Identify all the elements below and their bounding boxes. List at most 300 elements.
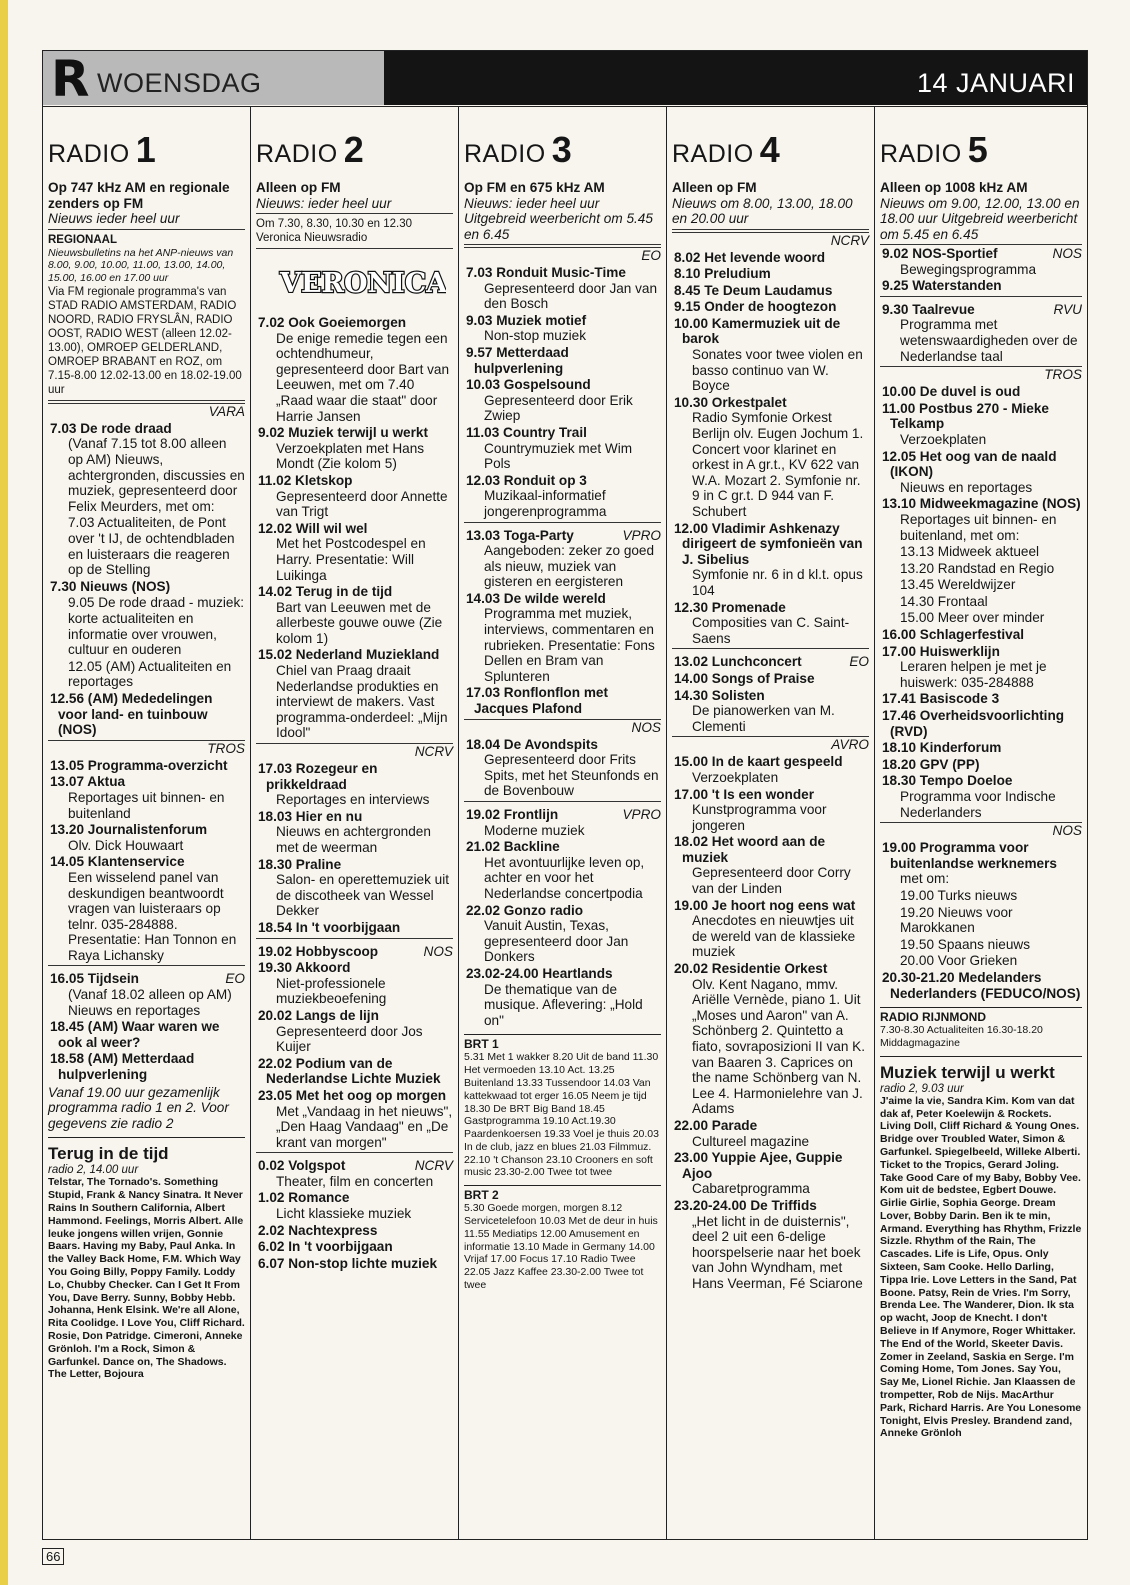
- channel-word: RADIO: [464, 140, 546, 168]
- program-title: 10.03 Gospelsound: [466, 377, 591, 393]
- intro-bold: Op FM en 675 kHz AM: [464, 180, 605, 195]
- brt1-header: BRT 1: [464, 1034, 661, 1051]
- plain-note: Om 7.30, 8.30, 10.30 en 12.30 Veronica Nieuwsradio: [256, 214, 453, 249]
- program-entry: [672, 834, 869, 896]
- program-entry: [464, 528, 661, 590]
- program-description: Composities van C. Saint-Saens: [692, 615, 850, 646]
- program-title: 21.02 Backline: [466, 839, 560, 855]
- program-entry: [880, 627, 1082, 643]
- program-description: Kunstprogramma voor jongeren: [692, 802, 827, 833]
- program-description: 19.20 Nieuws voor Marokkanen: [900, 904, 1013, 936]
- program-entry: [880, 740, 1082, 756]
- program-entry: [256, 960, 453, 1007]
- program-title: 19.00 Je hoort nog eens wat: [674, 897, 856, 913]
- brt1-schedule: 5.31 Met 1 wakker 8.20 Uit de band 11.30 Het vermoeden 13.10 Act. 13.25 Buitenland 13.33 Tussendoor 14.03 Van kattekwaad tot erger 16.05 Neem je tijd 18.30 De BRT Big Band 18.45 Gastprogramma 19.10 Act.19.30 Paardenkoersen 19.33 Voel je thuis 20.03 In de club, jazz en blues 21.03 Filmmuz. 22.10 't Chanson 23.10 Crooners en soft music 23.30-2.00 Twee tot twee: [464, 1051, 659, 1179]
- program-broadcaster: VPRO: [622, 527, 661, 543]
- program-title: 23.20-24.00 De Triffids: [674, 1197, 817, 1213]
- program-entry: [880, 773, 1082, 820]
- channel-word: RADIO: [256, 140, 338, 168]
- channel-header: [672, 129, 869, 169]
- program-title: 16.00 Schlagerfestival: [882, 627, 1025, 643]
- program-description: Theater, film en concerten: [276, 1173, 434, 1189]
- program-description: 13.20 Randstad en Regio: [900, 560, 1055, 576]
- program-title: 12.56 (AM) Mededelingen voor land- en tuinbouw (NOS): [50, 690, 213, 738]
- program-description: Verzoekplaten: [900, 431, 987, 447]
- program-title: 15.00 In de kaart gespeeld: [674, 754, 843, 770]
- broadcaster-label: NCRV: [256, 743, 453, 760]
- program-description: Olv. Dick Houwaart: [68, 837, 184, 853]
- program-entry: [256, 1256, 453, 1272]
- broadcaster-label: NCRV: [672, 232, 869, 249]
- program-title: 13.07 Aktua: [50, 774, 126, 790]
- program-description: Nieuws en reportages: [900, 479, 1033, 495]
- program-broadcaster: NOS: [1052, 246, 1082, 261]
- playlist-text: Telstar, The Tornado's. Something Stupid, Frank & Nancy Sinatra. It Never Rains In Southern California, Albert Hammond. Feelings, Morris Albert. Alle leuke jongens willen vrijen, Gonnie Baars. Having my Baby, Paul Anka. In the Valley Back Home, F.M. Which Way You Going Billy, Poppy Family. Loddy Lo, Chubby Checker. Can I Get It From You, Dave Berry. Sunny, Bobby Hebb. Johanna, Henk Elsink. We're all Alone, Rita Coolidge. I Love You, Cliff Richard. Rosie, Don Patridge. Cimeroni, Anneke Grönloh. I'm a Rock, Simon & Garfunkel. Dance on, The Shadows. The Letter, Bojoura: [48, 1176, 245, 1381]
- program-entry: [256, 584, 453, 646]
- program-title: 23.05 Met het oog op morgen: [258, 1087, 447, 1103]
- program-title: 8.02 Het levende woord: [674, 249, 826, 265]
- program-description: Chiel van Praag draait Nederlandse produkties en interviewt de makers. Vast programma-onderdeel: „Mijn Idool": [276, 663, 448, 741]
- program-entry: [464, 265, 661, 312]
- program-entry: [672, 787, 869, 834]
- program-title: 17.03 Rozegeur en prikkeldraad: [258, 761, 378, 792]
- program-entry: [256, 1190, 453, 1221]
- program-entry: [672, 250, 869, 266]
- program-title: 19.00 Programma voor buitenlandse werknemers: [882, 840, 1057, 871]
- program-description: 19.00 Turks nieuws: [900, 887, 1018, 903]
- program-title: 18.54 In 't voorbijgaan: [258, 919, 401, 935]
- program-description: De thematique van de musique. Aflevering: „Hold on": [484, 981, 643, 1028]
- program-title: 17.00 Huiswerklijn: [882, 643, 1000, 659]
- program-title: 18.45 (AM) Waar waren we ook al weer?: [50, 1019, 220, 1050]
- program-entry: [464, 377, 661, 424]
- program-entry: [464, 345, 661, 376]
- program-entry: [880, 278, 1082, 294]
- program-entry: [880, 905, 1082, 936]
- program-description: 19.50 Spaans nieuws: [900, 936, 1030, 952]
- program-entry: [256, 809, 453, 856]
- brt2-schedule: 5.30 Goede morgen, morgen 8.12 Servicetelefoon 10.03 Met de deur in huis 11.55 Mediatips 12.00 Amusement en informatie 13.10 Made in Germany 14.00 Vrijaf 17.00 Focus 17.10 Radio Twee 22.05 Jazz Kaffee 23.30-2.00 Twee tot twee: [464, 1202, 658, 1292]
- program-broadcaster: NOS: [423, 943, 453, 959]
- broadcaster-label: TROS: [48, 740, 245, 757]
- program-title: 13.02 Lunchconcert: [674, 654, 802, 670]
- veronica-logo: [276, 261, 446, 301]
- program-entry: [464, 839, 661, 901]
- program-entry: [672, 395, 869, 520]
- program-title: 16.05 Tijdsein: [50, 971, 139, 987]
- program-broadcaster: EO: [225, 971, 245, 987]
- program-description: 13.45 Wereldwijzer: [900, 577, 1016, 593]
- program-broadcaster: EO: [849, 654, 869, 670]
- program-entry: [256, 920, 453, 936]
- program-entry: [880, 644, 1082, 691]
- program-entry: [464, 313, 661, 344]
- program-entry: [48, 758, 245, 774]
- program-description: Anecdotes en nieuwtjes uit de wereld van de klassieke muziek: [692, 913, 856, 960]
- block-divider: [256, 1152, 453, 1157]
- intro-bold: Alleen op FM: [672, 180, 757, 195]
- channel-intro: [256, 180, 453, 214]
- program-title: 9.25 Waterstanden: [882, 278, 1002, 294]
- program-entry: [880, 840, 1082, 887]
- schedule-note: Vanaf 19.00 uur gezamenlijk programma radio 1 en 2. Voor gegevens zie radio 2: [48, 1084, 229, 1131]
- channel-header: [48, 129, 245, 169]
- program-title: 18.30 Praline: [258, 856, 342, 872]
- regional-title: REGIONAAL: [48, 233, 117, 246]
- program-description: Gepresenteerd door Jos Kuijer: [276, 1023, 423, 1055]
- broadcaster-label: AVRO: [672, 736, 869, 753]
- broadcaster-label: TROS: [880, 366, 1082, 383]
- program-broadcaster: VPRO: [622, 807, 661, 822]
- program-entry: [256, 425, 453, 472]
- program-description: De pianowerken van M. Clementi: [692, 703, 835, 734]
- program-entry: [880, 937, 1082, 953]
- program-title: 23.00 Yuppie Ajee, Guppie Ajoo: [674, 1150, 843, 1181]
- program-title: 8.10 Preludium: [674, 266, 771, 282]
- program-description: (Vanaf 18.02 alleen op AM) Nieuws en reportages: [68, 987, 232, 1018]
- program-entry: [48, 1019, 245, 1050]
- program-title: 8.45 Te Deum Laudamus: [674, 282, 833, 298]
- program-title: 18.02 Het woord aan de muziek: [674, 834, 826, 865]
- program-entry: [672, 961, 869, 1117]
- program-title: 1.02 Romance: [258, 1190, 350, 1206]
- program-entry: [880, 953, 1082, 969]
- program-entry: [672, 1198, 869, 1292]
- program-description: Moderne muziek: [484, 822, 585, 838]
- program-description: Radio Symfonie Orkest Berlijn olv. Eugen Jochum 1. Concert voor klarinet en orkest in A gr.t., KV 622 van W.A. Mozart 2. Symfonie nr. 9 in C gr.t. D 944 van F. Schubert: [692, 410, 864, 519]
- program-description: Sonates voor twee violen en basso continuo van W. Boyce: [692, 347, 863, 394]
- column-radio-5: [874, 107, 1087, 1539]
- channel-number: 2: [343, 129, 364, 170]
- channel-number: 1: [135, 129, 156, 170]
- section-letter: R: [51, 50, 90, 108]
- page-edge: [0, 0, 8, 1585]
- broadcaster-label: NOS: [464, 719, 661, 736]
- program-entry: [48, 659, 245, 690]
- block-divider: [464, 522, 661, 527]
- program-entry: [464, 737, 661, 799]
- program-description: Programma met muziek, interviews, commentaren en rubrieken. Presentatie: Fons Dellen en Bram van Splunteren: [484, 606, 655, 684]
- program-title: 15.02 Nederland Muziekland: [258, 647, 440, 663]
- intro-bold: Op 747 kHz AM en regionale zenders op FM: [48, 180, 230, 211]
- program-description: Verzoekplaten met Hans Mondt (Zie kolom 5): [276, 440, 425, 472]
- program-title: 19.02 Frontlijn: [466, 807, 559, 822]
- program-entry: [256, 944, 453, 960]
- playlist-subtitle: radio 2, 9.03 uur: [880, 1082, 964, 1095]
- playlist-text: J'aime la vie, Sandra Kim. Kom van dat dak af, Peter Koelewijn & Rockets. Living Doll, Cliff Richard & Young Ones. Bridge over Troubled Water, Simon & Garfunkel. Spiegelbeeld, Willeke Alberti. Ticket to the Tropics, Gerard Joling. Take Good Care of my Baby, Bobby Vee. Kom uit de bedstee, Egbert Douwe. Girlie Girlie, Sophia George. Dream Lover, Bobby Darin. Ben ik te min, Armand. Everything has Rhythm, Frizzle Sizzle. Rhythm of the Rain, The Cascades. Life is Life, Opus. Only Sixteen, Sam Cooke. Hello Darling, Tippa Irie. Love Letters in the Sand, Pat Boone. Patsy, Rein de Vries. I'm Sorry, Brenda Lee. The Wanderer, Dion. Ik sta op wacht, Joop de Knecht. I don't Believe in If Anymore, Roger Whittaker. The End of the World, Skeeter Davis. Zomer in Zeeland, Saskia en Serge. I'm Coming Home, Tom Jones. Say You, Say Me, Lionel Richie. Jan Klaassen de trompetter, Rob de Nijs. MacArthur Park, Richard Harris. Are You Lonesome Tonight, Elvis Presley. Brandend zand, Anneke Grönloh: [880, 1094, 1082, 1440]
- program-entry: [880, 691, 1082, 707]
- program-description: 20.00 Voor Grieken: [900, 953, 1018, 969]
- channel-header: [256, 129, 453, 169]
- program-entry: [880, 708, 1082, 739]
- program-title: 9.57 Metterdaad hulpverlening: [466, 344, 569, 376]
- program-description: Gepresenteerd door Jan van den Bosch: [484, 280, 658, 312]
- playlist-title: Terug in de tijd: [48, 1144, 169, 1164]
- program-title: 12.05 Het oog van de naald (IKON): [882, 448, 1057, 480]
- playlist-subtitle: radio 2, 14.00 uur: [48, 1164, 139, 1177]
- program-description: De enige remedie tegen een ochtendhumeur, gepresenteerd door Bart van Leeuwen, met om 7.40 „Raad waar die staat" door Harrie Jansen: [276, 330, 450, 424]
- program-entry: [672, 754, 869, 785]
- regional-text: Nieuwsbulletins na het ANP-nieuws van 8.00, 9.00, 10.00, 11.00, 13.00, 14.00, 15.00, 16.00 en 17.00 uur: [48, 246, 234, 285]
- program-entry: [256, 473, 453, 520]
- program-title: 13.05 Programma-overzicht: [50, 757, 228, 773]
- program-title: 7.03 Ronduit Music-Time: [466, 265, 626, 280]
- program-title: 9.02 Muziek terwijl u werkt: [258, 425, 428, 441]
- channel-number: 4: [759, 129, 780, 170]
- program-description: Met het Postcodespel en Harry. Presentatie: Will Luikinga: [276, 536, 426, 583]
- program-description: Non-stop muziek: [484, 328, 586, 344]
- program-description: Gepresenteerd door Corry van der Linden: [692, 865, 851, 897]
- program-entry: [672, 688, 869, 735]
- program-title: 9.03 Muziek motief: [466, 312, 587, 328]
- program-description: Leraren helpen je met je huiswerk: 035-284888: [900, 659, 1047, 690]
- program-title: 12.03 Ronduit op 3: [466, 472, 587, 488]
- program-entry: [256, 1088, 453, 1150]
- program-entry: [464, 685, 661, 716]
- program-title: 13.10 Midweekmagazine (NOS): [882, 496, 1081, 512]
- program-description: Gepresenteerd door Frits Spits, met het Steunfonds en de Bovenbouw: [484, 752, 659, 799]
- intro-bold: Alleen op FM: [256, 180, 341, 195]
- logo-text: VERONICA: [280, 268, 446, 299]
- program-title: 17.00 't Is een wonder: [674, 786, 814, 802]
- playlist-box: [880, 1056, 1082, 1441]
- channel-word: RADIO: [48, 140, 130, 168]
- program-title: 9.15 Onder de hoogtezon: [674, 299, 837, 315]
- program-entry: [48, 822, 245, 853]
- program-broadcaster: NCRV: [414, 1158, 453, 1174]
- page-header: [43, 51, 1087, 107]
- program-entry: [256, 1056, 453, 1087]
- channel-header: [464, 129, 661, 169]
- program-description: Verzoekplaten: [692, 769, 779, 785]
- program-entry: [256, 521, 453, 583]
- program-entry: [672, 316, 869, 394]
- program-description: Programma met wetenswaardigheden over de Nederlandse taal: [900, 317, 1078, 364]
- block-divider: [672, 648, 869, 653]
- program-entry: [880, 544, 1082, 560]
- broadcaster-label: EO: [464, 247, 661, 264]
- program-entry: [464, 425, 661, 472]
- program-title: 9.30 Taalrevue: [882, 301, 975, 317]
- program-entry: [880, 888, 1082, 904]
- program-entry: [48, 1051, 245, 1082]
- program-description: Licht klassieke muziek: [276, 1206, 412, 1222]
- program-title: 20.30-21.20 Medelanders Nederlanders (FEDUCO/NOS): [882, 969, 1081, 1001]
- program-title: 18.03 Hier en nu: [258, 808, 363, 824]
- program-title: 14.30 Solisten: [674, 687, 765, 703]
- block-divider: [256, 938, 453, 943]
- program-description: Vanuit Austin, Texas, gepresenteerd door Jan Donkers: [484, 918, 629, 965]
- program-title: 14.02 Terug in de tijd: [258, 584, 393, 600]
- program-description: Muzikaal-informatief jongerenprogramma: [484, 488, 607, 519]
- program-title: 19.30 Akkoord: [258, 960, 351, 976]
- program-entry: [48, 579, 245, 595]
- program-entry: [464, 591, 661, 685]
- program-title: 13.03 Toga-Party: [466, 527, 574, 543]
- program-title: 7.03 De rode draad: [50, 420, 172, 436]
- program-broadcaster: RVU: [1053, 301, 1082, 317]
- program-entry: [880, 970, 1082, 1001]
- intro-italic: Nieuws om 8.00, 13.00, 18.00 en 20.00 uur: [672, 195, 853, 226]
- program-title: 22.00 Parade: [674, 1117, 758, 1133]
- program-title: 11.03 Country Trail: [466, 424, 587, 440]
- program-description: 12.05 (AM) Actualiteiten en reportages: [68, 658, 232, 690]
- program-description: 9.05 De rode draad - muziek: korte actualiteiten en informatie over vrouwen, cultuur en ouderen: [68, 595, 245, 658]
- program-entry: [256, 1158, 453, 1189]
- channel-word: RADIO: [880, 140, 962, 168]
- program-entry: [672, 654, 869, 670]
- rijnmond-schedule: 7.30-8.30 Actualiteiten 16.30-18.20 Middagmagazine: [880, 1024, 1043, 1049]
- program-title: 9.02 NOS-Sportief: [882, 246, 998, 261]
- rijnmond-header: RADIO RIJNMOND: [880, 1007, 1082, 1024]
- block-divider: [48, 965, 245, 970]
- program-description: „Het licht in de duisternis", deel 2 uit een 6-delige hoorspelserie naar het boek van John Wyndham, met Hans Veerman, Fé Sciarone: [692, 1213, 863, 1291]
- brt2-header: BRT 2: [464, 1185, 661, 1202]
- regional-info: [48, 230, 245, 401]
- program-entry: [256, 1008, 453, 1055]
- program-description: Gepresenteerd door Annette van Trigt: [276, 488, 448, 520]
- program-description: Reportages uit binnen- en buitenland: [68, 789, 225, 821]
- regional-text-2: Via FM regionale programma's van STAD RADIO AMSTERDAM, RADIO NOORD, RADIO FRYSLÂN, RADIO OOST, RADIO WEST (alleen 12.02-13.00), OMROEP GELDERLAND, OMROEP BRABANT en ROZ, om 7.15-8.00 12.02-13.00 en 18.02-19.00 uur: [48, 285, 242, 396]
- program-entry: [256, 647, 453, 741]
- program-title: 20.02 Langs de lijn: [258, 1007, 379, 1023]
- program-description: met om:: [900, 871, 950, 887]
- channel-header: [880, 129, 1082, 169]
- program-entry: [880, 610, 1082, 626]
- program-description: Bart van Leeuwen met de allerbeste gouwe ouwe (Zie kolom 1): [276, 599, 443, 646]
- block-divider: [464, 801, 661, 806]
- channel-intro: [48, 180, 245, 230]
- program-description: 13.13 Midweek aktueel: [900, 544, 1040, 560]
- playlist-box: [48, 1137, 245, 1381]
- program-description: Cabaretprogramma: [692, 1181, 810, 1197]
- column-radio-1: [43, 107, 250, 1539]
- program-title: 11.00 Postbus 270 - Mieke Telkamp: [882, 400, 1049, 432]
- program-title: 14.00 Songs of Praise: [674, 670, 815, 686]
- program-title: 17.03 Ronflonflon met Jacques Plafond: [466, 685, 608, 717]
- program-entry: [48, 691, 245, 738]
- program-entry: [256, 761, 453, 808]
- program-entry: [672, 299, 869, 315]
- channel-number: 3: [551, 129, 572, 170]
- program-entry: [672, 898, 869, 960]
- column-radio-4: [666, 107, 874, 1539]
- program-entry: [880, 594, 1082, 610]
- intro-bold: Alleen op 1008 kHz AM: [880, 180, 1028, 195]
- channel-intro: [672, 180, 869, 230]
- program-entry: [256, 1223, 453, 1239]
- program-entry: [880, 577, 1082, 593]
- intro-italic: Nieuws: ieder heel uur: [256, 195, 392, 211]
- program-description: Aangeboden: zeker zo goed als nieuw, muziek van gisteren en eergisteren: [484, 543, 655, 590]
- program-entry: [672, 521, 869, 599]
- program-title: 11.02 Kletskop: [258, 472, 353, 488]
- broadcaster-label: VARA: [48, 403, 245, 420]
- channel-word: RADIO: [672, 140, 754, 168]
- program-title: 22.02 Podium van de Nederlandse Lichte Muziek: [258, 1055, 441, 1087]
- program-title: 18.10 Kinderforum: [882, 740, 1002, 756]
- channel-intro: [464, 180, 661, 245]
- program-entry: [256, 1239, 453, 1255]
- program-entry: [880, 757, 1082, 773]
- broadcaster-label: NOS: [880, 822, 1082, 839]
- program-description: Cultureel magazine: [692, 1133, 810, 1149]
- program-title: 6.02 In 't voorbijgaan: [258, 1239, 393, 1255]
- date-label: 14 JANUARI: [916, 68, 1075, 98]
- program-entry: [672, 1118, 869, 1149]
- program-title: 14.03 De wilde wereld: [466, 590, 606, 606]
- program-entry: [48, 595, 245, 657]
- program-entry: [880, 302, 1082, 364]
- program-title: 18.04 De Avondspits: [466, 736, 598, 752]
- program-description: Reportages en interviews: [276, 792, 430, 808]
- program-title: 17.41 Basiscode 3: [882, 691, 1000, 707]
- program-entry: [672, 266, 869, 282]
- intro-italic: Nieuws ieder heel uur: [48, 211, 180, 226]
- program-entry: [880, 561, 1082, 577]
- program-title: 7.30 Nieuws (NOS): [50, 578, 171, 594]
- day-label: WOENSDAG: [97, 68, 262, 98]
- program-title: 17.46 Overheidsvoorlichting (RVD): [882, 708, 1065, 739]
- header-right-band: [384, 51, 1087, 105]
- program-title: 10.30 Orkestpalet: [674, 394, 787, 410]
- program-entry: [880, 384, 1082, 400]
- program-title: 18.20 GPV (PP): [882, 756, 980, 772]
- program-entry: [256, 857, 453, 919]
- program-title: 2.02 Nachtexpress: [258, 1222, 378, 1238]
- program-title: 0.02 Volgspot: [258, 1158, 346, 1174]
- program-description: 15.00 Meer over minder: [900, 610, 1045, 626]
- program-entry: [880, 449, 1082, 496]
- program-entry: [48, 515, 245, 577]
- program-description: Niet-professionele muziekbeoefening: [276, 975, 387, 1007]
- program-description: 7.03 Actualiteiten, de Pont over 't IJ, de ochtendbladen en luisteraars die reageren op de Stelling: [68, 515, 235, 578]
- header-left-band: [43, 50, 384, 108]
- program-title: 14.05 Klantenservice: [50, 854, 185, 870]
- column-radio-2: [250, 107, 458, 1539]
- channel-intro: [880, 180, 1082, 245]
- block-divider: [880, 296, 1082, 301]
- program-entry: [880, 496, 1082, 543]
- program-description: Programma voor Indische Nederlanders: [900, 789, 1056, 820]
- radio-guide-page: [42, 50, 1088, 1540]
- program-description: Een wisselend panel van deskundigen beantwoordt vragen van luisteraars op telnr. 035-284888. Presentatie: Han Tonnon en Raya Lichansky: [68, 869, 237, 963]
- program-title: 13.20 Journalistenforum: [50, 822, 208, 838]
- program-title: 12.30 Promenade: [674, 599, 786, 615]
- page-number: 66: [42, 1548, 64, 1565]
- program-description: Het avontuurlijke leven op, achter en voor het Nederlandse concertpodia: [484, 854, 645, 901]
- program-description: Met „Vandaag in het nieuws", „Den Haag Vandaag" en „De krant van morgen": [276, 1103, 453, 1150]
- program-description: Olv. Kent Nagano, mmv. Ariëlle Vernède, piano 1. Uit „Moses und Aaron" van A. Schönberg 2. Quintetto a fiato, sovraposizioni II van K. van Baaren 3. Caprices on the name Schönberg van N. Lee 4. Harmonielehre van J. Adams: [692, 976, 866, 1117]
- program-description: Countrymuziek met Wim Pols: [484, 440, 633, 472]
- intro-italic: Nieuws: ieder heel uur Uitgebreid weerbericht om 5.45 en 6.45: [464, 195, 653, 242]
- program-description: Symfonie nr. 6 in d kl.t. opus 104: [692, 567, 863, 598]
- program-entry: [672, 1150, 869, 1197]
- program-description: Bewegingsprogramma: [900, 261, 1037, 277]
- program-entry: [464, 903, 661, 965]
- program-description: Reportages uit binnen- en buitenland, met om:: [900, 511, 1057, 543]
- program-title: 7.02 Ook Goeiemorgen: [258, 315, 407, 330]
- program-title: 12.00 Vladimir Ashkenazy dirigeert de symfonieën van J. Sibelius: [674, 520, 863, 567]
- program-description: 14.30 Frontaal: [900, 593, 988, 609]
- channel-number: 5: [967, 129, 988, 170]
- program-title: 12.02 Will wil wel: [258, 520, 368, 536]
- program-title: 6.07 Non-stop lichte muziek: [258, 1255, 438, 1271]
- program-title: 18.30 Tempo Doeloe: [882, 773, 1013, 789]
- column-radio-3: [458, 107, 666, 1539]
- program-entry: [48, 971, 245, 1018]
- program-entry: [256, 315, 453, 424]
